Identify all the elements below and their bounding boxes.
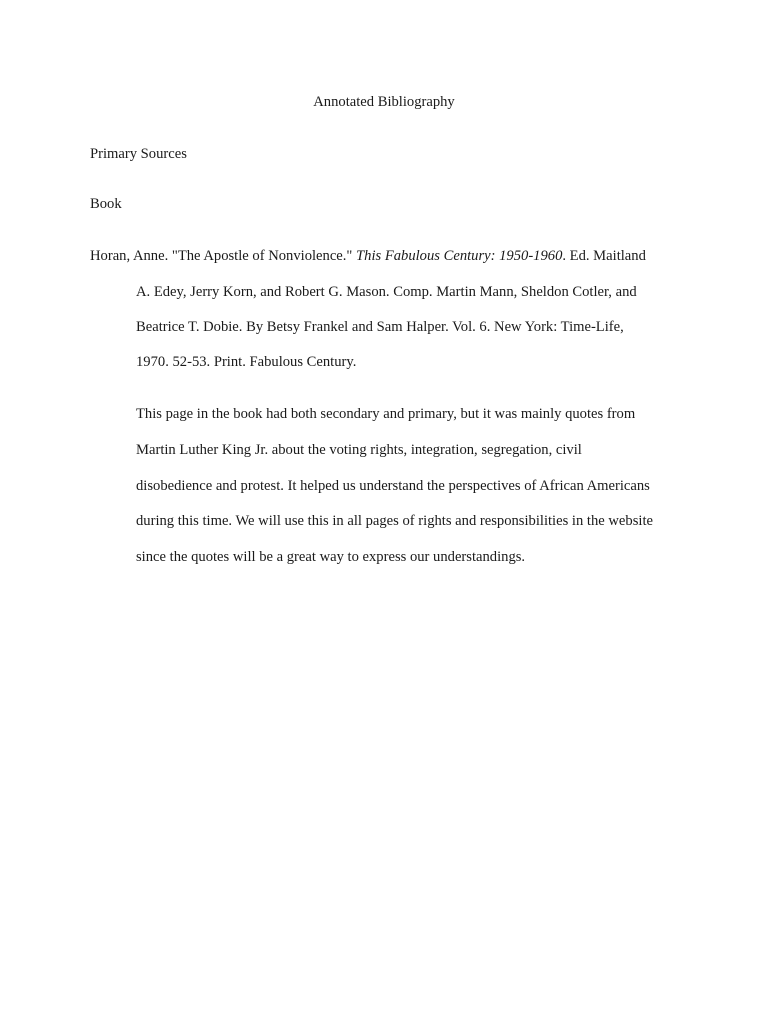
citation-line-1: [90, 246, 646, 266]
annotation-line: since the quotes will be a great way to express our understandings.: [136, 549, 526, 565]
annotation-line: This page in the book had both secondary and primary, but it was mainly quotes from: [136, 406, 636, 422]
citation-line-4: 1970. 52-53. Print. Fabulous Century.: [136, 354, 357, 370]
annotation-line: during this time. We will use this in all pages of rights and responsibilities in the website: [136, 513, 653, 529]
citation-line-3: Beatrice T. Dobie. By Betsy Frankel and Sam Halper. Vol. 6. New York: Time-Life,: [136, 319, 624, 335]
annotation-line: disobedience and protest. It helped us understand the perspectives of African Americans: [136, 478, 650, 494]
subsection-heading-book: Book: [90, 196, 122, 212]
section-heading-primary-sources: Primary Sources: [90, 146, 187, 162]
citation-line-2: A. Edey, Jerry Korn, and Robert G. Mason. Comp. Martin Mann, Sheldon Cotler, and: [136, 284, 637, 300]
document-title: Annotated Bibliography: [313, 94, 455, 110]
citation-editor-start: . Ed. Maitland: [562, 248, 646, 264]
citation-book-title: This Fabulous Century: 1950-1960: [356, 248, 563, 264]
annotation-line: Martin Luther King Jr. about the voting rights, integration, segregation, civil: [136, 442, 582, 458]
citation-author-article: Horan, Anne. "The Apostle of Nonviolence.": [90, 248, 357, 264]
